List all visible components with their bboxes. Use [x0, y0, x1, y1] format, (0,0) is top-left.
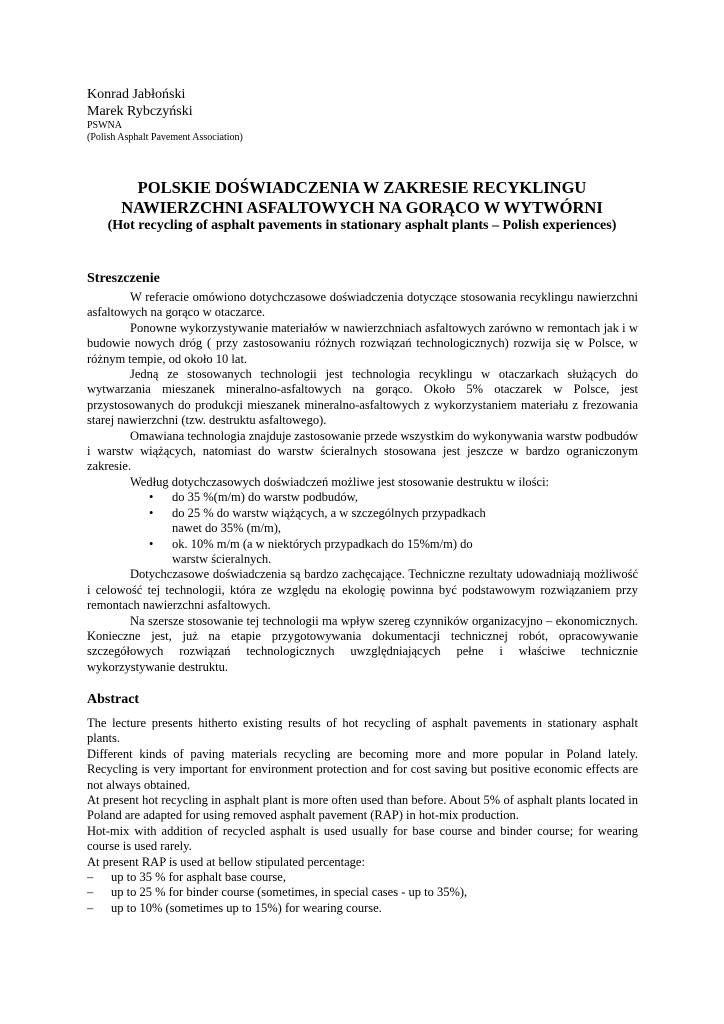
author-name: Konrad Jabłoński — [87, 87, 186, 102]
paragraph: Jedną ze stosowanych technologii jest technologia recyklingu w otaczarkach służących do wytwarzania mieszanek mineralno-asfaltowych na gorąco. Około 5% otaczarek w Polsce, jest przystosowanych do produkcji mieszanek mineralno-asfaltowych z wykorzystaniem materiału z frezowania starej nawierzchni (tzw. destruktu asfaltowego). — [87, 367, 638, 428]
list-item — [87, 901, 638, 916]
title-english: (Hot recycling of asphalt pavements in stationary asphalt plants – Polish experiences) — [107, 218, 617, 233]
list-item-text: up to 25 % for binder course (sometimes, in special cases - up to 35%), — [111, 885, 468, 900]
bullet-marker: • — [149, 505, 154, 520]
section-heading: Streszczenie — [87, 271, 160, 286]
bullet-marker: • — [149, 490, 154, 505]
paragraph: Different kinds of paving materials recycling are becoming more and more popular in Poland lately. Recycling is very important for environment protection and for cost saving but positive economic effects are not always obtained. — [87, 746, 638, 792]
list-item — [87, 885, 638, 900]
paragraph: Hot-mix with addition of recycled asphalt is used usually for base course and binder course; for wearing course is used rarely. — [87, 823, 638, 854]
paragraph: Dotychczasowe doświadczenia są bardzo zachęcające. Techniczne rezultaty udowadniają możliwość i celowość tej technologii, która ze względu na ekologię powinna być podstawowym rozwiązaniem przy remontach nawierzchni asfaltowych. — [87, 567, 638, 613]
affiliation-line: (Polish Asphalt Pavement Association) — [87, 132, 243, 143]
section-heading: Abstract — [87, 692, 140, 707]
dash-marker: – — [87, 900, 94, 915]
bullet-marker: • — [149, 536, 154, 551]
list-item — [87, 506, 638, 537]
dash-marker: – — [87, 885, 94, 900]
paper-title — [60, 178, 664, 234]
list-item-text: do 25 % do warstw wiążących, a w szczególnych przypadkach nawet do 35% (m/m), — [172, 505, 486, 536]
title-line-polish: NAWIERZCHNI ASFALTOWYCH NA GORĄCO W WYTWÓRNI — [121, 197, 603, 217]
paragraph: Na szersze stosowanie tej technologii ma wpływ szereg czynników organizacyjno – ekonomicznych. Konieczne jest, już na etapie przygotowywania dokumentacji technicznej robót, opracowywanie szczegółowych rozwiązań technologicznych uwzględniających pełne i właściwe technicznie wykorzystywanie destruktu. — [87, 613, 638, 674]
list-item — [87, 870, 638, 885]
list-item-text: do 35 %(m/m) do warstw podbudów, — [172, 490, 358, 505]
paragraph: The lecture presents hitherto existing results of hot recycling of asphalt pavements in stationary asphalt plants. — [87, 716, 638, 746]
list-item-text: ok. 10% m/m (a w niektórych przypadkach do 15%m/m) do warstw ścieralnych. — [172, 536, 473, 566]
paragraph: Ponowne wykorzystywanie materiałów w nawierzchniach asfaltowych zarówno w remontach jak i w budowie nowych dróg ( przy zastosowaniu różnych rozwiązań technologicznych) rozwija się w Polsce, w różnym tempie, od około 10 lat. — [87, 320, 638, 366]
paragraph: W referacie omówiono dotychczasowe doświadczenia dotyczące stosowania recyklingu nawierzchni asfaltowych na gorąco w otaczarce. — [87, 290, 638, 320]
list-item-text: up to 10% (sometimes up to 15%) for wearing course. — [111, 900, 382, 915]
section-streszczenie — [87, 270, 638, 675]
paragraph: At present hot recycling in asphalt plant is more often used than before. About 5% of asphalt plants located in Poland are adapted for using removed asphalt pavement (RAP) in hot-mix production. — [87, 793, 638, 823]
author-block — [87, 86, 243, 144]
dash-marker: – — [87, 870, 94, 885]
title-line-polish: POLSKIE DOŚWIADCZENIA W ZAKRESIE RECYKLINGU — [137, 178, 587, 197]
paragraph: Według dotychczasowych doświadczeń możliwe jest stosowanie destruktu w ilości: — [130, 474, 550, 489]
list-item — [87, 490, 638, 505]
paragraph: Omawiana technologia znajduje zastosowanie przede wszystkim do wykonywania warstw podbudów i warstw wiążących, natomiast do warstw ścieralnych stosowana jest jeszcze w bardzo ograniczonym zakresie. — [87, 428, 638, 474]
bullet-list — [87, 490, 638, 567]
affiliation-line: PSWNA — [87, 120, 123, 131]
author-name: Marek Rybczyński — [87, 104, 193, 119]
list-item — [87, 537, 638, 568]
dash-list — [87, 870, 638, 916]
list-item-text: up to 35 % for asphalt base course, — [111, 870, 286, 885]
section-abstract — [87, 691, 638, 916]
paragraph: At present RAP is used at bellow stipulated percentage: — [87, 854, 365, 869]
